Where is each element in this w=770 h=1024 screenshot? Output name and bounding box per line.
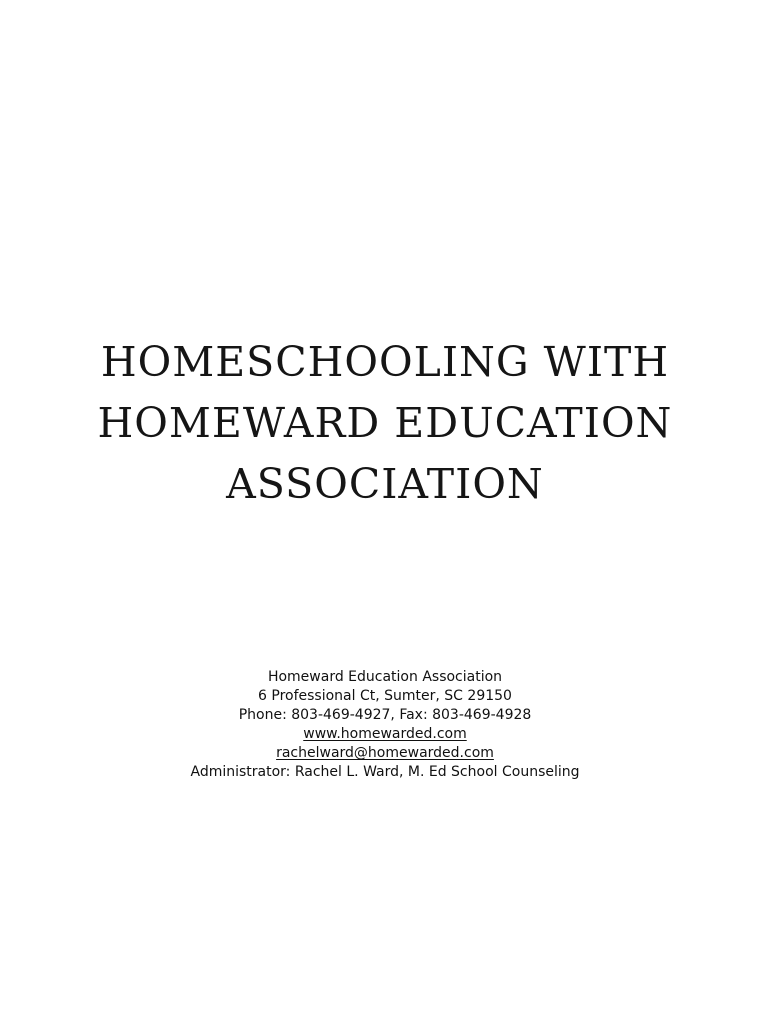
title-line-2: HOMEWARD EDUCATION	[97, 399, 673, 447]
administrator: Administrator: Rachel L. Ward, M. Ed School Counseling	[190, 764, 580, 780]
website-link[interactable]: www.homewarded.com	[303, 726, 467, 742]
organization-name: Homeward Education Association	[267, 669, 503, 685]
title-line-1: HOMESCHOOLING WITH	[100, 338, 670, 386]
address: 6 Professional Ct, Sumter, SC 29150	[258, 688, 512, 704]
email-line	[0, 744, 770, 763]
title-line-3: ASSOCIATION	[226, 460, 544, 508]
website-line	[0, 725, 770, 744]
email-link[interactable]: rachelward@homewarded.com	[276, 745, 494, 761]
document-title	[0, 332, 770, 515]
phone-fax: Phone: 803-469-4927, Fax: 803-469-4928	[238, 707, 532, 723]
contact-info	[0, 668, 770, 782]
